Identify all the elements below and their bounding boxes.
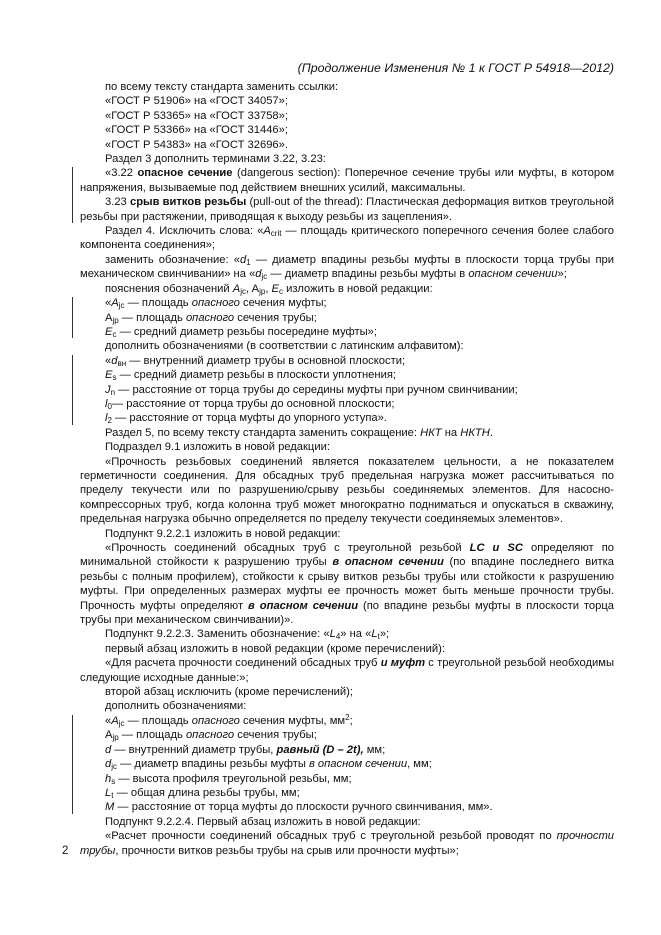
definition-line: $l_2$ — расстояние от торца муфты до упорного уступа». [105, 412, 387, 426]
paragraph-9-2-2-1: «Прочность соединений обсадных труб с треугольной резьбой LC и SC определяют по минимальной стойкости к разрушению трубы в опасном сечении (по впадине последнего витка резьбы с полным профилем), стойкости к срыву витков резьбы трубы или стойкости к разрушению муфты. При определенных размерах муфты ее прочность может быть меньше прочности трубы. Прочность муфты определяют в опасном сечении (по впадине резьбы муфты в плоскости торца трубы при механическом свинчивании)». [80, 542, 614, 627]
paragraph: «ГОСТ Р 54383» на «ГОСТ 32696». [105, 138, 288, 151]
quote-block-notation [80, 714, 614, 815]
paragraph: дополнить обозначениями (в соответствии с латинским алфавитом): [105, 340, 464, 353]
page-number: 2 [62, 845, 69, 857]
definition-line: $d_{jc}$ — диаметр впадины резьбы муфты в опасном сечении, мм; [105, 758, 432, 772]
paragraph: «Расчет прочности соединений обсадных труб с треугольной резьбой проводят по прочности трубы, прочности витков резьбы трубы на срыв или прочности муфты»; [80, 830, 614, 857]
paragraph: Раздел 4. Исключить слова: «$A_{crit}$ — площадь критического поперечного сечения более слабого компонента соединения»; [80, 225, 614, 252]
term-3-22: «3.22 опасное сечение (dangerous section): Поперечное сечение трубы или муфты, в котором напряжения, вызываемые под действием внешних усилий, максимальны. [80, 167, 615, 194]
running-header: (Продолжение Изменения № 1 к ГОСТ Р 54918—2012) [297, 61, 614, 75]
paragraph: первый абзац изложить в новой редакции (кроме перечислений): [105, 642, 445, 655]
paragraph: «ГОСТ Р 53366» на «ГОСТ 31446»; [105, 124, 288, 137]
definition-line: «$d_{вн}$ — внутренний диаметр трубы в основной плоскости; [105, 354, 406, 368]
paragraph: заменить обозначение: «$d_1$ — диаметр впадины резьбы муфты в плоскости торца трубы при механическом свинчивании» на «$d_{jc}$ — диаметр впадины резьбы муфты в опасном сечении»; [80, 253, 615, 282]
paragraph: Раздел 3 дополнить терминами 3.22, 3.23: [105, 153, 326, 166]
paragraph: «Для расчета прочности соединений обсадных труб и муфт с треугольной резьбой необходимы следующие исходные данные:»; [80, 657, 615, 684]
paragraph: дополнить обозначениями: [105, 700, 247, 713]
definition-line: $L_t$ — общая длина резьбы трубы, мм; [105, 786, 300, 800]
paragraph: второй абзац исключить (кроме перечислений); [105, 686, 354, 699]
paragraph: Подпункт 9.2.2.1 изложить в новой редакции: [105, 527, 341, 540]
paragraph: «ГОСТ Р 51906» на «ГОСТ 34057»; [105, 95, 288, 108]
paragraph: «ГОСТ Р 53365» на «ГОСТ 33758»; [105, 109, 288, 122]
paragraph: пояснения обозначений $A_{jc}$, $A_{jp}$, $E_c$ изложить в новой редакции: [105, 282, 433, 296]
definition-line: $A_{jp}$ — площадь опасного сечения трубы; [105, 729, 317, 743]
definition-line: $E_c$ — средний диаметр резьбы посередине муфты»; [105, 325, 378, 339]
definition-line: d — внутренний диаметр трубы, равный (D – 2t), мм; [105, 743, 386, 756]
definition-line: $l_0—$ расстояние от торца трубы до основной плоскости; [105, 397, 395, 411]
definition-line: $A_{jp}$ — площадь опасного сечения трубы; [105, 311, 317, 325]
paragraph: Подпункт 9.2.2.3. Заменить обозначение: «$L_4$» на «$L_t$»; [105, 628, 390, 642]
definition-line: «$A_{jc}$ — площадь опасного сечения муфты, $мм^2$; [105, 712, 353, 728]
term-3-23: 3.23 срыв витков резьбы (pull-out of the thread): Пластическая деформация витков треугольной резьбы при растяжении, приводящая к выходу резьбы из зацепления». [80, 196, 614, 223]
paragraph: Раздел 5, по всему тексту стандарта заменить сокращение: НКТ на НКТН. [105, 426, 493, 439]
quote-block-terms [80, 166, 614, 224]
definition-line: M — расстояние от торца муфты до плоскости ручного свинчивания, мм». [105, 801, 493, 814]
quote-block-definitions [80, 296, 614, 339]
definition-line: $E_s$ — средний диаметр резьбы в плоскости уплотнения; [105, 369, 396, 383]
paragraph: Подпункт 9.2.2.4. Первый абзац изложить в новой редакции: [105, 815, 421, 828]
paragraph: по всему тексту стандарта заменить ссылки: [105, 81, 339, 93]
definition-line: «$A_{jc}$ — площадь опасного сечения муфты; [105, 297, 327, 311]
definition-line: $J_n$ — расстояние от торца трубы до середины муфты при ручном свинчивании; [105, 383, 518, 397]
quote-block-symbols [80, 354, 614, 426]
document-body [80, 80, 614, 858]
paragraph-9-1: «Прочность резьбовых соединений является показателем цельности, а не показателем герметичности соединения. Для обсадных труб предельная нагрузка может рассчитываться по пределу текучести или по разрушению/срыву резьбы соединяемых элементов. Для насосно-компрессорных труб, когда колонна труб может многократно подниматься и опускаться в скважину, предельная нагрузка обычно определяется по пределу текучести соединяемых элементов». [80, 455, 614, 526]
paragraph: Подраздел 9.1 изложить в новой редакции: [105, 441, 330, 454]
definition-line: $h_s$ — высота профиля треугольной резьбы, мм; [105, 772, 352, 786]
